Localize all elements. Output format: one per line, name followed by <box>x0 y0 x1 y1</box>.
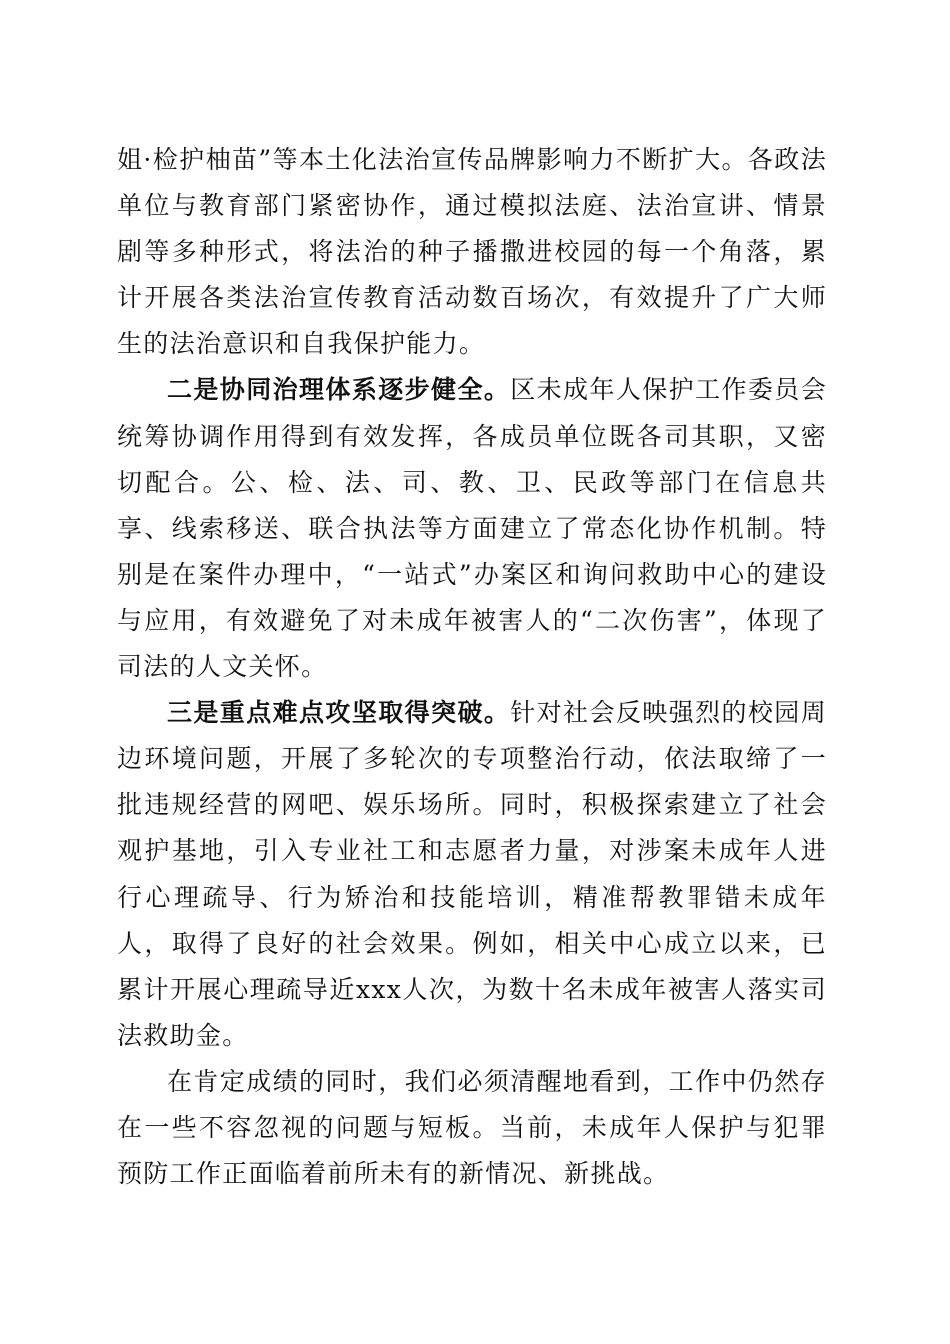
paragraph-problems <box>117 1059 827 1197</box>
paragraph-lead: 三是重点难点攻坚取得突破。 <box>167 698 511 728</box>
paragraph-collaborative-governance <box>117 367 827 690</box>
paragraph-text: 区未成年人保护工作委员会统筹协调作用得到有效发挥，各成员单位既各司其职，又密切配合。公、检、法、司、教、卫、民政等部门在信息共享、线索移送、联合执法等方面建立了常态化协作机制。特别是在案件办理中，“一站式”办案区和询问救助中心的建设与应用，有效避免了对未成年被害人的“二次伤害”，体现了司法的人文关怀。 <box>117 375 827 682</box>
paragraph-text: 姐·检护柚苗”等本土化法治宣传品牌影响力不断扩大。各政法单位与教育部门紧密协作，通过模拟法庭、法治宣讲、情景剧等多种形式，将法治的种子播撒进校园的每一个角落，累计开展各类法治宣传教育活动数百场次，有效提升了广大师生的法治意识和自我保护能力。 <box>117 145 827 359</box>
paragraph-key-breakthroughs <box>117 690 827 1059</box>
paragraph-lead: 二是协同治理体系逐步健全。 <box>167 375 511 405</box>
paragraph-text: 针对社会反映强烈的校园周边环境问题，开展了多轮次的专项整治行动，依法取缔了一批违规经营的网吧、娱乐场所。同时，积极探索建立了社会观护基地，引入专业社工和志愿者力量，对涉案未成年人进行心理疏导、行为矫治和技能培训，精准帮教罪错未成年人，取得了良好的社会效果。例如，相关中心成立以来，已累计开展心理疏导近xxx人次，为数十名未成年被害人落实司法救助金。 <box>117 698 827 1050</box>
document-body <box>117 137 827 1197</box>
paragraph-text: 在肯定成绩的同时，我们必须清醒地看到，工作中仍然存在一些不容忽视的问题与短板。当前，未成年人保护与犯罪预防工作正面临着前所未有的新情况、新挑战。 <box>117 1066 827 1189</box>
paragraph-continuation <box>117 137 827 367</box>
